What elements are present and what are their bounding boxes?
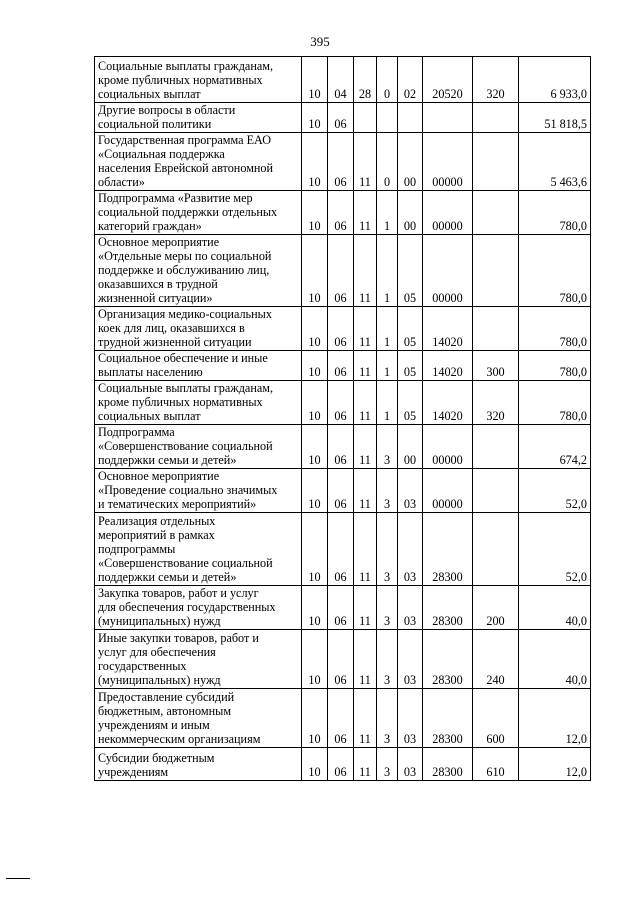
subsection-code-cell: 04 [328, 57, 354, 103]
program-code-cell: 11 [354, 191, 377, 235]
table-row [95, 381, 591, 425]
subprogram-code-cell [377, 103, 398, 133]
subsection-code-cell: 06 [328, 425, 354, 469]
budget-table [94, 56, 591, 781]
activity-code-cell [398, 103, 423, 133]
subprogram-code-cell: 1 [377, 191, 398, 235]
subprogram-code-cell: 1 [377, 351, 398, 381]
table-row [95, 689, 591, 748]
row-name-cell: Подпрограмма «Совершенствование социальной поддержки семьи и детей» [95, 425, 302, 469]
direction-code-cell: 20520 [423, 57, 473, 103]
table-row [95, 425, 591, 469]
subprogram-code-cell: 3 [377, 425, 398, 469]
amount-cell: 40,0 [519, 586, 591, 630]
section-code-cell: 10 [302, 191, 328, 235]
row-name-cell: Субсидии бюджетным учреждениям [95, 748, 302, 781]
expense-type-cell [473, 307, 519, 351]
section-code-cell: 10 [302, 586, 328, 630]
activity-code-cell: 03 [398, 630, 423, 689]
subsection-code-cell: 06 [328, 689, 354, 748]
row-name-cell: Основное мероприятие «Отдельные меры по социальной поддержке и обслуживанию лиц, оказавшихся в трудной жизненной ситуации» [95, 235, 302, 307]
row-name-cell: Предоставление субсидий бюджетным, автономным учреждениям и иным некоммерческим организациям [95, 689, 302, 748]
expense-type-cell: 200 [473, 586, 519, 630]
subsection-code-cell: 06 [328, 235, 354, 307]
direction-code-cell: 00000 [423, 425, 473, 469]
direction-code-cell: 28300 [423, 586, 473, 630]
direction-code-cell: 28300 [423, 630, 473, 689]
row-name-cell: Другие вопросы в области социальной политики [95, 103, 302, 133]
row-name-cell: Реализация отдельных мероприятий в рамках подпрограммы «Совершенствование социальной поддержки семьи и детей» [95, 513, 302, 586]
expense-type-cell: 300 [473, 351, 519, 381]
section-code-cell: 10 [302, 103, 328, 133]
direction-code-cell: 00000 [423, 469, 473, 513]
subsection-code-cell: 06 [328, 469, 354, 513]
row-name-cell: Основное мероприятие «Проведение социально значимых и тематических мероприятий» [95, 469, 302, 513]
subprogram-code-cell: 3 [377, 689, 398, 748]
table-body [95, 57, 591, 781]
amount-cell: 780,0 [519, 307, 591, 351]
direction-code-cell [423, 103, 473, 133]
subprogram-code-cell: 1 [377, 307, 398, 351]
activity-code-cell: 05 [398, 235, 423, 307]
program-code-cell: 11 [354, 381, 377, 425]
expense-type-cell: 240 [473, 630, 519, 689]
program-code-cell: 11 [354, 586, 377, 630]
activity-code-cell: 03 [398, 748, 423, 781]
table-row [95, 133, 591, 191]
scan-edge-mark [6, 878, 30, 879]
amount-cell: 674,2 [519, 425, 591, 469]
expense-type-cell [473, 191, 519, 235]
row-name-cell: Иные закупки товаров, работ и услуг для обеспечения государственных (муниципальных) нужд [95, 630, 302, 689]
row-name-cell: Подпрограмма «Развитие мер социальной поддержки отдельных категорий граждан» [95, 191, 302, 235]
table-row [95, 235, 591, 307]
subsection-code-cell: 06 [328, 133, 354, 191]
row-name-cell: Закупка товаров, работ и услуг для обеспечения государственных (муниципальных) нужд [95, 586, 302, 630]
program-code-cell: 11 [354, 513, 377, 586]
table-row [95, 630, 591, 689]
amount-cell: 780,0 [519, 381, 591, 425]
amount-cell: 780,0 [519, 191, 591, 235]
amount-cell: 40,0 [519, 630, 591, 689]
amount-cell: 5 463,6 [519, 133, 591, 191]
subprogram-code-cell: 0 [377, 133, 398, 191]
program-code-cell [354, 103, 377, 133]
expense-type-cell [473, 469, 519, 513]
row-name-cell: Социальные выплаты гражданам, кроме публичных нормативных социальных выплат [95, 381, 302, 425]
subprogram-code-cell: 1 [377, 381, 398, 425]
activity-code-cell: 02 [398, 57, 423, 103]
table-row [95, 57, 591, 103]
row-name-cell: Организация медико-социальных коек для лиц, оказавшихся в трудной жизненной ситуации [95, 307, 302, 351]
activity-code-cell: 00 [398, 191, 423, 235]
activity-code-cell: 00 [398, 133, 423, 191]
section-code-cell: 10 [302, 351, 328, 381]
expense-type-cell [473, 513, 519, 586]
table-row [95, 103, 591, 133]
expense-type-cell: 320 [473, 381, 519, 425]
activity-code-cell: 03 [398, 689, 423, 748]
table-row [95, 469, 591, 513]
direction-code-cell: 14020 [423, 381, 473, 425]
direction-code-cell: 14020 [423, 351, 473, 381]
expense-type-cell [473, 133, 519, 191]
amount-cell: 780,0 [519, 351, 591, 381]
activity-code-cell: 00 [398, 425, 423, 469]
expense-type-cell: 600 [473, 689, 519, 748]
subsection-code-cell: 06 [328, 513, 354, 586]
subsection-code-cell: 06 [328, 748, 354, 781]
direction-code-cell: 14020 [423, 307, 473, 351]
subprogram-code-cell: 3 [377, 748, 398, 781]
expense-type-cell [473, 235, 519, 307]
section-code-cell: 10 [302, 235, 328, 307]
subsection-code-cell: 06 [328, 381, 354, 425]
subsection-code-cell: 06 [328, 586, 354, 630]
amount-cell: 6 933,0 [519, 57, 591, 103]
direction-code-cell: 00000 [423, 235, 473, 307]
activity-code-cell: 03 [398, 513, 423, 586]
expense-type-cell [473, 103, 519, 133]
expense-type-cell: 320 [473, 57, 519, 103]
subsection-code-cell: 06 [328, 191, 354, 235]
subsection-code-cell: 06 [328, 351, 354, 381]
expense-type-cell [473, 425, 519, 469]
program-code-cell: 11 [354, 307, 377, 351]
program-code-cell: 11 [354, 425, 377, 469]
table-row [95, 191, 591, 235]
row-name-cell: Государственная программа ЕАО «Социальная поддержка населения Еврейской автономной области» [95, 133, 302, 191]
section-code-cell: 10 [302, 689, 328, 748]
subsection-code-cell: 06 [328, 630, 354, 689]
subsection-code-cell: 06 [328, 307, 354, 351]
program-code-cell: 11 [354, 133, 377, 191]
subprogram-code-cell: 3 [377, 586, 398, 630]
table-row [95, 307, 591, 351]
program-code-cell: 28 [354, 57, 377, 103]
direction-code-cell: 28300 [423, 748, 473, 781]
section-code-cell: 10 [302, 57, 328, 103]
section-code-cell: 10 [302, 630, 328, 689]
section-code-cell: 10 [302, 513, 328, 586]
section-code-cell: 10 [302, 469, 328, 513]
program-code-cell: 11 [354, 748, 377, 781]
section-code-cell: 10 [302, 381, 328, 425]
activity-code-cell: 05 [398, 351, 423, 381]
amount-cell: 52,0 [519, 513, 591, 586]
subprogram-code-cell: 3 [377, 630, 398, 689]
activity-code-cell: 03 [398, 586, 423, 630]
subprogram-code-cell: 0 [377, 57, 398, 103]
activity-code-cell: 03 [398, 469, 423, 513]
table-row [95, 351, 591, 381]
program-code-cell: 11 [354, 630, 377, 689]
amount-cell: 780,0 [519, 235, 591, 307]
table-row [95, 586, 591, 630]
program-code-cell: 11 [354, 469, 377, 513]
program-code-cell: 11 [354, 235, 377, 307]
subprogram-code-cell: 1 [377, 235, 398, 307]
section-code-cell: 10 [302, 133, 328, 191]
section-code-cell: 10 [302, 748, 328, 781]
program-code-cell: 11 [354, 689, 377, 748]
row-name-cell: Социальное обеспечение и иные выплаты населению [95, 351, 302, 381]
activity-code-cell: 05 [398, 381, 423, 425]
amount-cell: 12,0 [519, 689, 591, 748]
amount-cell: 12,0 [519, 748, 591, 781]
section-code-cell: 10 [302, 425, 328, 469]
amount-cell: 52,0 [519, 469, 591, 513]
direction-code-cell: 00000 [423, 191, 473, 235]
activity-code-cell: 05 [398, 307, 423, 351]
subprogram-code-cell: 3 [377, 513, 398, 586]
expense-type-cell: 610 [473, 748, 519, 781]
table-row [95, 748, 591, 781]
amount-cell: 51 818,5 [519, 103, 591, 133]
direction-code-cell: 28300 [423, 689, 473, 748]
table-row [95, 513, 591, 586]
direction-code-cell: 28300 [423, 513, 473, 586]
subsection-code-cell: 06 [328, 103, 354, 133]
direction-code-cell: 00000 [423, 133, 473, 191]
program-code-cell: 11 [354, 351, 377, 381]
row-name-cell: Социальные выплаты гражданам, кроме публичных нормативных социальных выплат [95, 57, 302, 103]
page-number: 395 [310, 34, 330, 49]
subprogram-code-cell: 3 [377, 469, 398, 513]
section-code-cell: 10 [302, 307, 328, 351]
